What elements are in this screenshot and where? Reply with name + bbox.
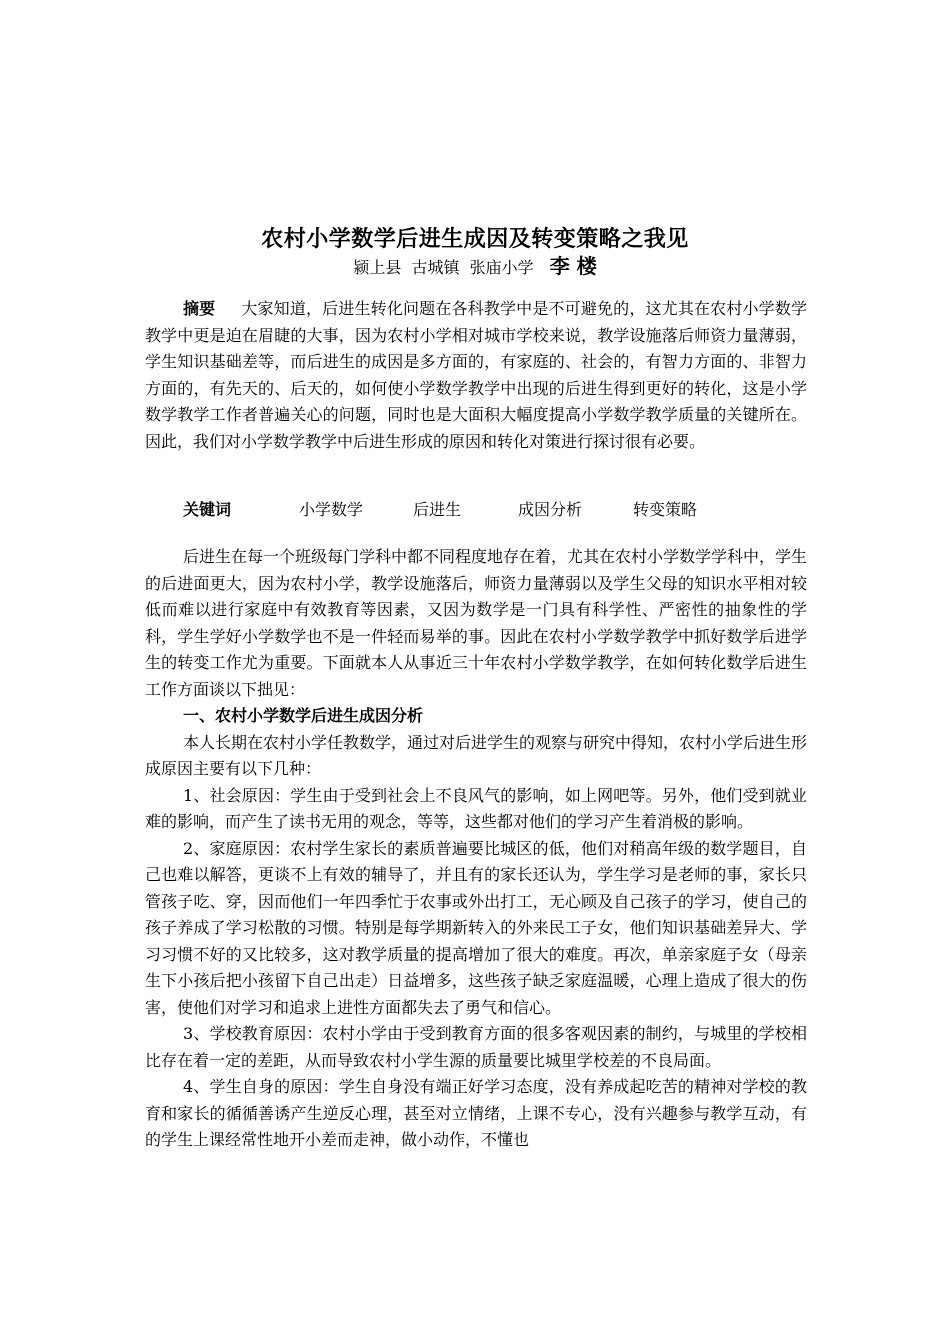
keywords-label: 关键词 [183,500,232,519]
keyword: 后进生 [413,500,462,519]
body-text [145,544,807,1154]
author-name: 李 楼 [549,254,597,278]
keyword: 小学数学 [299,500,364,519]
keyword: 转变策略 [633,500,698,519]
byline [0,250,950,279]
abstract-text: 大家知道，后进生转化问题在各科教学中是不可避免的，这尤其在农村小学数学教学中更是迫在眉睫的大事，因为农村小学相对城市学校来说，教学设施落后师资力量薄弱，学生知识基础差等，而后进生的成因是多方面的，有家庭的、社会的，有智力方面的、非智力方面的，有先天的、后天的，如何使小学数学教学中出现的后进生得到更好的转化，这是小学数学教学工作者普遍关心的问题，同时也是大面积大幅度提高小学数学教学质量的关键所在。因此，我们对小学数学教学中后进生形成的原因和转化对策进行探讨很有必要。 [145,299,807,451]
affiliation: 颍上县 古城镇 张庙小学 [353,258,534,277]
paragraph: 4、学生自身的原因：学生自身没有端正好学习态度，没有养成起吃苦的精神对学校的教育和家长的循循善诱产生逆反心理，甚至对立情绪，上课不专心，没有兴趣参与教学互动，有的学生上课经常性地开小差而走神，做小动作，不懂也 [145,1077,807,1149]
abstract-label: 摘要 [183,299,216,318]
paper-title: 农村小学数学后进生成因及转变策略之我见 [261,226,689,252]
paragraph: 3、学校教育原因：农村小学由于受到教育方面的很多客观因素的制约，与城里的学校相比存在着一定的差距，从而导致农村小学生源的质量要比城里学校差的不良局面。 [145,1024,807,1070]
paragraph: 2、家庭原因：农村学生家长的素质普遍要比城区的低，他们对稍高年级的数学题目，自己也难以解答，更谈不上有效的辅导了，并且有的家长还认为，学生学习是老师的事，家长只管孩子吃、穿，因而他们一年四季忙于农事或外出打工，无心顾及自己孩子的学习，使自己的孩子养成了学习松散的习惯。特别是每学期新转入的外来民工子女，他们知识基础差异大、学习习惯不好的又比较多，这对教学质量的提高增加了很大的难度。再次，单亲家庭子女（母亲生下小孩后把小孩留下自己出走）日益增多，这些孩子缺乏家庭温暖，心理上造成了很大的伤害，使他们对学习和追求上进性方面都失去了勇气和信心。 [145,838,807,1017]
keywords [183,497,697,520]
paragraph: 1、社会原因：学生由于受到社会上不良风气的影响，如上网吧等。另外，他们受到就业难的影响，而产生了读书无用的观念，等等，这些都对他们的学习产生着消极的影响。 [145,785,807,831]
abstract [145,296,807,455]
paragraph: 本人长期在农村小学任教数学，通过对后进学生的观察与研究中得知，农村小学后进生形成原因主要有以下几种： [145,732,808,778]
section-heading: 一、农村小学数学后进生成因分析 [183,706,424,725]
paragraph: 后进生在每一个班级每门学科中都不同程度地存在着，尤其在农村小学数学学科中，学生的后进面更大，因为农村小学，教学设施落后，师资力量薄弱以及学生父母的知识水平相对较低而难以进行家庭中有效教育等因素，又因为数学是一门具有科学性、严密性的抽象性的学科，学生学好小学数学也不是一件轻而易举的事。因此在农村小学数学教学中抓好数学后进学生的转变工作尤为重要。下面就本人从事近三十年农村小学数学教学，在如何转化数学后进生工作方面谈以下拙见： [145,547,808,699]
keyword: 成因分析 [518,500,583,519]
